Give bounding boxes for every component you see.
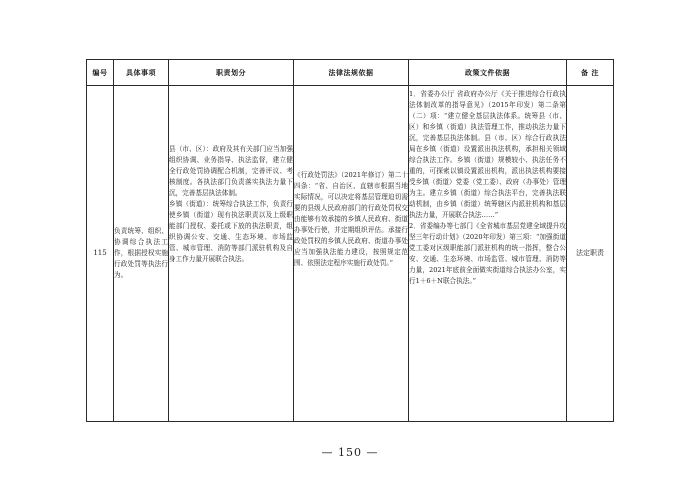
- policy-item-1: 1．省委办公厅 省政府办公厅《关于推进综合行政执法体制改革的指导意见》（2015年印发）第二条第（二）项：“建立健全基层执法体系。统筹县（市、区）和乡镇（街道）执法管理工作，推动执法力量下沉，完善基层执法体制。县（市、区）综合行政执法局在乡镇（街道）设置派出执法机构，承担相关领域综合执法工作。乡镇（街道）规模较小、执法任务不重的，可探索以镇设置派出机构，派出执法机构要接受乡镇（街道）党委（党工委）、政府（办事处）管理为主。建立乡镇（街道）综合执法平台，完善执法联动机制，由乡镇（街道）统筹辖区内派驻机构和基层执法力量，开展联合执法……”: [409, 90, 566, 219]
- township-responsibility-text: 乡镇（街道）：统筹综合执法工作，负责行使乡镇（街道）现有执法职责以及上级职能部门授权、委托或下放的执法职责，组织协调公安、交通、生态环境、市场监管、城市管理、消防等部门派驻机构及自身工作力量开展联合执法。: [169, 200, 293, 263]
- row-policy-basis: [409, 86, 567, 422]
- policy-item-2: 2．省委编办等七部门《全省城市基层党建全域提升攻坚三年行动计划》（2020年印发）第三项：“加强街道党工委对区级职能部门派驻机构的统一指挥，整合公安、交通、生态环境、市场监管、城市管理、消防等力量，2021年底前全面做实街道综合执法办公室，实行1＋6＋N联合执法。”: [409, 222, 566, 285]
- page-number: — 150 —: [321, 446, 379, 459]
- matter-text: 负责统筹、组织、协调综合执法工作，根据授权实施行政处罚等执法行为。: [114, 227, 168, 279]
- responsibility-table: [86, 59, 614, 422]
- header-policy-basis: 政策文件依据: [409, 60, 567, 86]
- row-law-basis: [294, 86, 409, 422]
- header-matter: 具体事项: [114, 60, 169, 86]
- table-header-row: [87, 60, 614, 86]
- header-responsibility: 职责划分: [169, 60, 294, 86]
- row-responsibility: [169, 86, 294, 422]
- table-row: [87, 86, 614, 422]
- row-matter: [114, 86, 169, 422]
- county-responsibility-text: 县（市、区）：政府及其有关部门应当加强组织协调、业务指导、执法监督，建立健全行政处罚协调配合机制，完善评议、考核制度。各执法部门负责落实执法力量下沉，完善基层执法体制。: [169, 145, 293, 197]
- header-number: 编号: [87, 60, 114, 86]
- row-note: 法定职责: [567, 86, 614, 422]
- header-note: 备 注: [567, 60, 614, 86]
- header-law-basis: 法律法规依据: [294, 60, 409, 86]
- row-number: 115: [87, 86, 114, 422]
- law-basis-text: 《行政处罚法》（2021年修订）第二十四条：“省、自治区、直辖市根据当地实际情况，可以决定将基层管理迫切需要的县级人民政府部门的行政处罚权交由能够有效承接的乡镇人民政府、街道办事处行使，并定期组织评估。承接行政处罚权的乡镇人民政府、街道办事处应当加强执法能力建设，按照规定范围、依照法定程序实施行政处罚。”: [294, 171, 408, 267]
